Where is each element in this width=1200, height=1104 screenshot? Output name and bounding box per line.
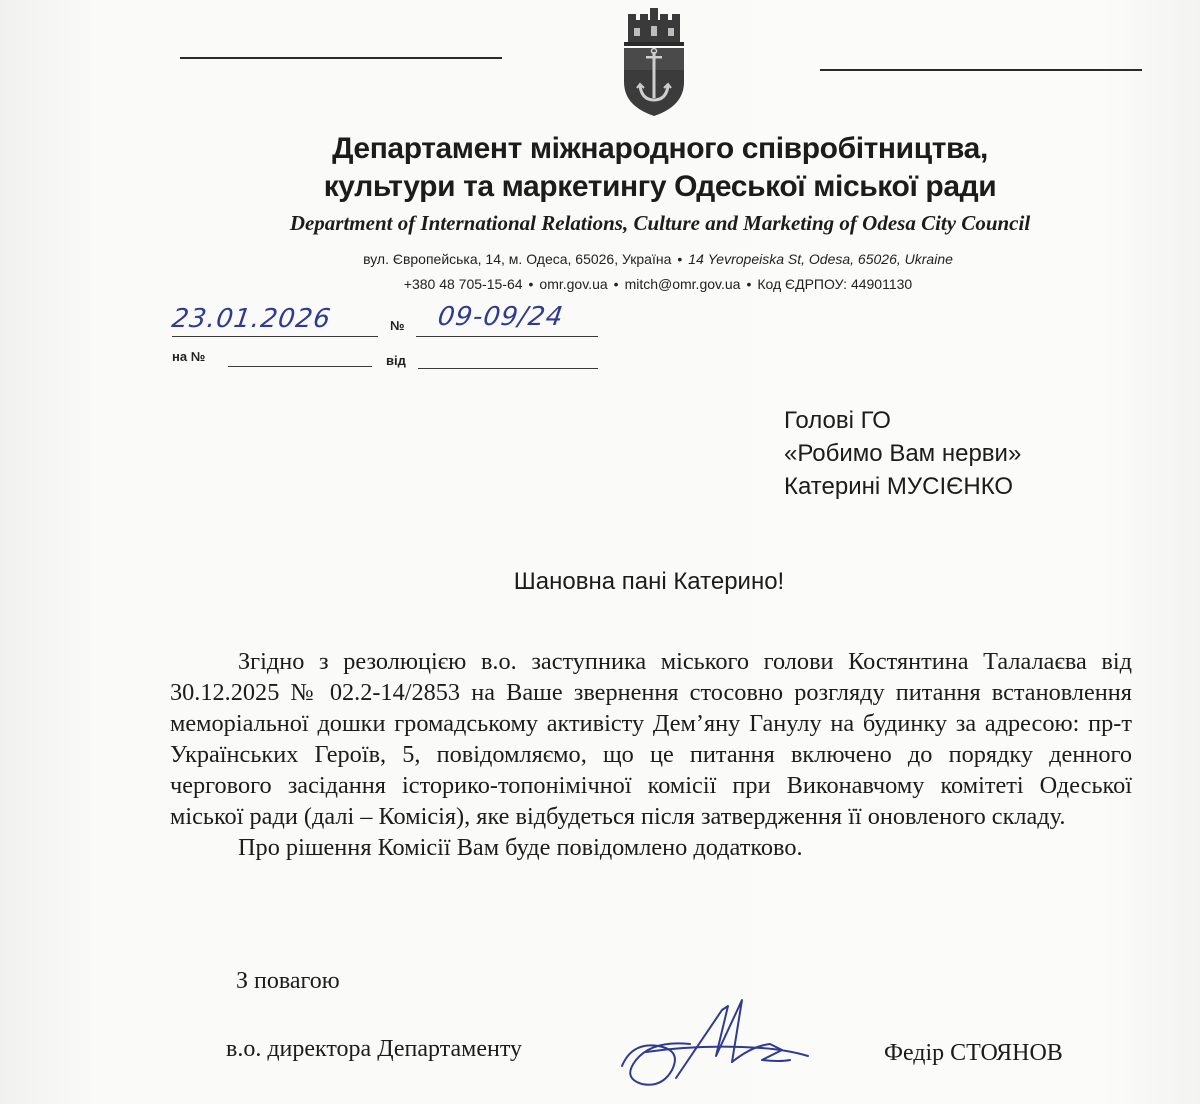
reference-date-label: від [386, 353, 406, 368]
reference-date-blank [418, 368, 598, 369]
header-rule-left [180, 57, 502, 59]
body-paragraph-1: Згідно з резолюцією в.о. заступника міського голови Костянтина Талалаєва від 30.12.2025 № 02.2-14/2853 на Ваше звернення стосовно розгляду питання встановлення меморіальної дошки громадському активісту Дем’яну Ганулу на будинку за адресою: пр-т Українських Героїв, 5, повідомляємо, що це питання включено до порядку денного чергового засідання історико-топонімічної комісії при Виконавчому комітеті Одеської міської ради (далі – Комісія), яке відбудеться після затвердження її оновленого складу. [170, 648, 1132, 830]
edrpou-code: Код ЄДРПОУ: 44901130 [757, 276, 913, 292]
odesa-coat-of-arms-icon [618, 6, 690, 118]
separator-dot: • [613, 276, 619, 292]
letter-body [170, 646, 1132, 863]
signer-name: Федір СТОЯНОВ [884, 1040, 1063, 1066]
website: omr.gov.ua [539, 276, 608, 292]
addressee-line1: Голові ГО [784, 407, 891, 434]
header-rule-right [820, 69, 1142, 71]
address-en: 14 Yevropeiska St, Odesa, 65026, Ukraine [688, 251, 953, 267]
address-ua: вул. Європейська, 14, м. Одеса, 65026, Україна [363, 251, 672, 267]
registration-number-label: № [390, 318, 405, 333]
salutation: Шановна пані Катерино! [513, 568, 785, 595]
reference-number-blank [228, 366, 372, 367]
addressee-line2: «Робимо Вам нерви» [784, 440, 1022, 467]
signature-icon [612, 986, 812, 1104]
registration-date-underline [172, 336, 378, 337]
separator-dot: • [677, 251, 683, 267]
registration-number-underline [416, 336, 598, 337]
email: mitch@omr.gov.ua [624, 276, 741, 292]
registration-date: 23.01.2026 [169, 304, 333, 334]
registration-number: 09-09/24 [435, 302, 566, 332]
contacts-line [0, 276, 1200, 292]
department-name-ua-line2: культури та маркетингу Одеської міської ради [323, 170, 997, 203]
addressee-block [784, 404, 1021, 503]
reference-number-label: на № [172, 349, 206, 364]
separator-dot: • [528, 276, 534, 292]
address-line [0, 251, 1200, 267]
department-name-en: Department of International Relations, Culture and Marketing of Odesa City Council [289, 211, 1031, 235]
closing-regards: З повагою [236, 968, 340, 994]
signer-position: в.о. директора Департаменту [226, 1036, 522, 1062]
department-name-ua-line1: Департамент міжнародного співробітництва, [332, 132, 988, 165]
body-paragraph-2: Про рішення Комісії Вам буде повідомлено додатково. [238, 834, 803, 861]
separator-dot: • [746, 276, 752, 292]
addressee-line3: Катерині МУСІЄНКО [784, 473, 1014, 500]
phone: +380 48 705-15-64 [403, 276, 523, 292]
